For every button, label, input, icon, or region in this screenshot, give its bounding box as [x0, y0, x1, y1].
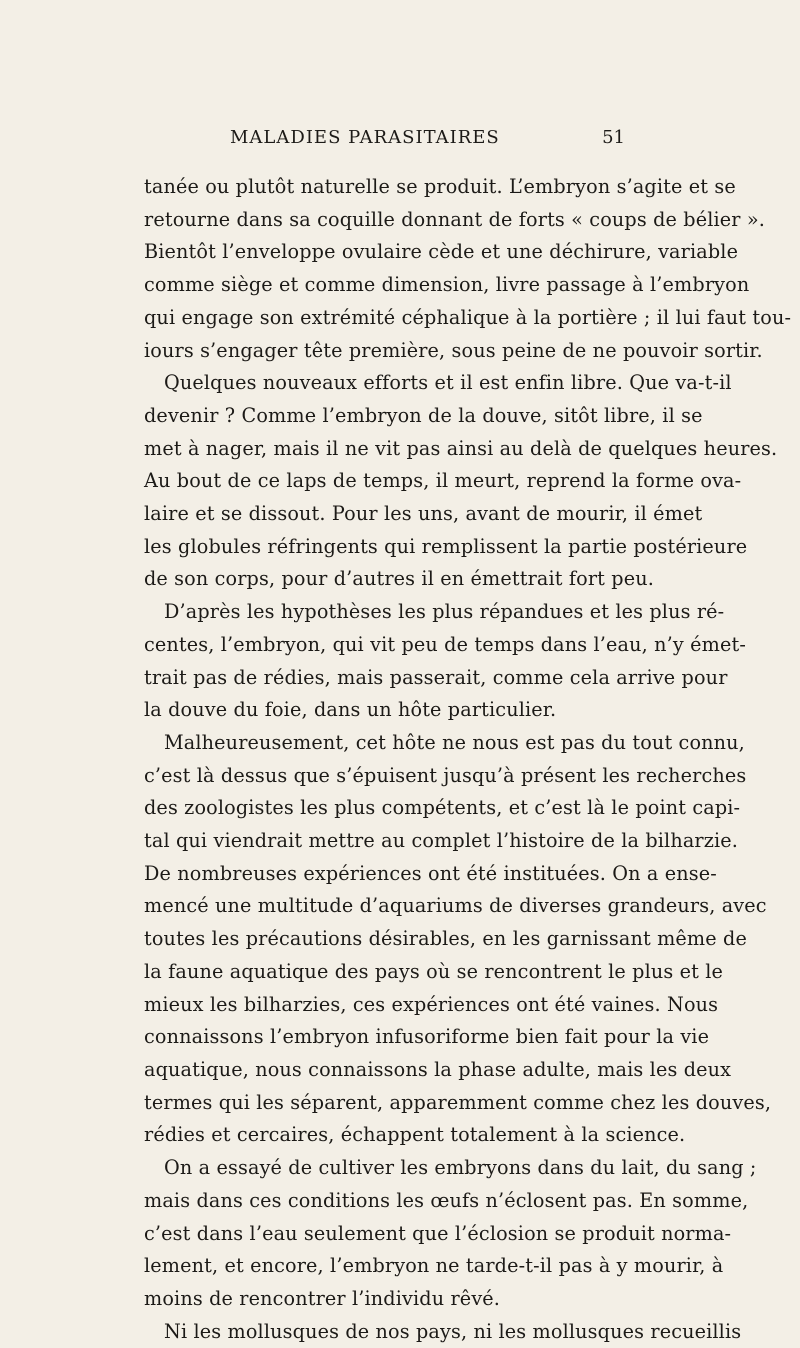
text-line: Bientôt l’enveloppe ovulaire cède et une déchirure, variable	[144, 240, 739, 264]
text-line: connaissons l’embryon infusoriforme bien fait pour la vie	[144, 1025, 710, 1049]
body-text	[144, 171, 792, 1348]
text-line: mieux les bilharzies, ces expériences ont été vaines. Nous	[144, 992, 719, 1016]
text-line: les globules réfringents qui remplissent la partie postérieure	[144, 534, 748, 558]
text-line: trait pas de rédies, mais passerait, comme cela arrive pour	[144, 665, 728, 689]
text-line: qui engage son extrémité céphalique à la portière ; il lui faut tou-	[144, 305, 792, 329]
text-line: tal qui viendrait mettre au complet l’histoire de la bilharzie.	[144, 829, 739, 853]
text-line: met à nager, mais il ne vit pas ainsi au delà de quelques heures.	[144, 436, 778, 460]
page-number: 51	[602, 127, 625, 148]
text-line: des zoologistes les plus compétents, et c’est là le point capi-	[144, 796, 741, 820]
text-line: de son corps, pour d’autres il en émettrait fort peu.	[144, 567, 654, 591]
text-line: termes qui les séparent, apparemment comme chez les douves,	[144, 1090, 772, 1114]
text-line: retourne dans sa coquille donnant de forts « coups de bélier ».	[144, 207, 766, 231]
text-line: Au bout de ce laps de temps, il meurt, reprend la forme ova-	[144, 469, 742, 493]
text-line: comme siège et comme dimension, livre passage à l’embryon	[144, 273, 750, 297]
text-line: centes, l’embryon, qui vit peu de temps dans l’eau, n’y émet-	[144, 632, 746, 656]
text-line: Quelques nouveaux efforts et il est enfin libre. Que va-t-il	[164, 371, 732, 395]
text-line: toutes les précautions désirables, en les garnissant même de	[144, 927, 747, 951]
text-line: c’est dans l’eau seulement que l’éclosion se produit norma-	[144, 1221, 732, 1245]
running-head	[230, 127, 624, 157]
text-line: la douve du foie, dans un hôte particulier.	[144, 698, 557, 722]
text-line: tanée ou plutôt naturelle se produit. L’embryon s’agite et se	[144, 175, 736, 198]
text-line: c’est là dessus que s’épuisent jusqu’à présent les recherches	[144, 763, 747, 787]
text-line: devenir ? Comme l’embryon de la douve, sitôt libre, il se	[144, 403, 703, 427]
text-line: iours s’engager tête première, sous peine de ne pouvoir sortir.	[144, 338, 763, 362]
text-line: mais dans ces conditions les œufs n’éclosent pas. En somme,	[144, 1188, 749, 1212]
text-line: Ni les mollusques de nos pays, ni les mollusques recueillis	[164, 1319, 742, 1343]
text-line: lement, et encore, l’embryon ne tarde-t-il pas à y mourir, à	[144, 1254, 724, 1278]
text-line: rédies et cercaires, échappent totalement à la science.	[144, 1123, 686, 1147]
running-title: MALADIES PARASITAIRES	[230, 127, 500, 148]
text-line: On a essayé de cultiver les embryons dans du lait, du sang ;	[164, 1156, 757, 1180]
text-line: mencé une multitude d’aquariums de diverses grandeurs, avec	[144, 894, 767, 918]
text-line: D’après les hypothèses les plus répandues et les plus ré-	[164, 600, 725, 624]
text-line: la faune aquatique des pays où se rencontrent le plus et le	[144, 959, 724, 983]
text-line: Malheureusement, cet hôte ne nous est pas du tout connu,	[164, 730, 745, 754]
text-line: moins de rencontrer l’individu rêvé.	[144, 1286, 501, 1310]
text-line: laire et se dissout. Pour les uns, avant de mourir, il émet	[144, 502, 703, 526]
text-line: De nombreuses expériences ont été instituées. On a ense-	[144, 861, 717, 885]
text-line: aquatique, nous connaissons la phase adulte, mais les deux	[144, 1057, 732, 1081]
